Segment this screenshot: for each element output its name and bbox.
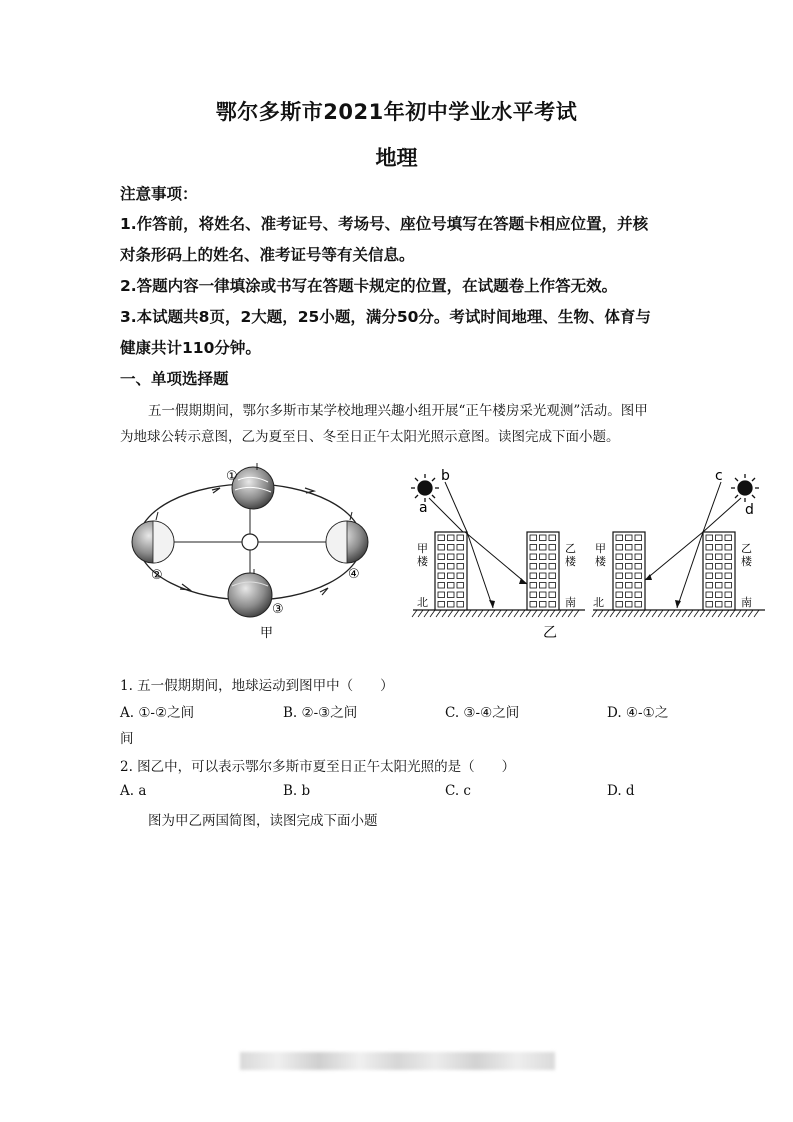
question-2-option-c: C. c bbox=[445, 783, 471, 799]
position-label-2: ② bbox=[151, 568, 163, 583]
ray-label-b: b bbox=[441, 468, 450, 484]
ray-label-d: d bbox=[745, 502, 754, 518]
notice-heading: 注意事项： bbox=[120, 185, 198, 203]
question-2-option-a: A. a bbox=[120, 783, 147, 799]
north-label-right: 北 bbox=[593, 596, 604, 609]
position-label-4: ④ bbox=[348, 567, 360, 582]
jia-building-label-right: 甲楼 bbox=[595, 542, 606, 568]
position-label-3: ③ bbox=[272, 602, 284, 617]
question-2-option-d: D. d bbox=[607, 783, 635, 799]
question-1-option-d: D. ④-①之 bbox=[607, 705, 669, 721]
sun-left-icon bbox=[411, 474, 439, 502]
position-label-1: ① bbox=[226, 469, 238, 484]
exam-title: 鄂尔多斯市2021年初中学业水平考试 bbox=[215, 100, 578, 124]
globe-position-4 bbox=[326, 512, 368, 563]
jia-building-label-left: 甲楼 bbox=[417, 542, 428, 568]
yi-building-label-right: 乙楼 bbox=[741, 542, 752, 568]
ray-label-c: c bbox=[715, 468, 723, 484]
question-1-option-b: B. ②-③之间 bbox=[283, 705, 358, 721]
section-intro-line-1: 五一假期期间，鄂尔多斯市某学校地理兴趣小组开展“正午楼房采光观测”活动。图甲 bbox=[148, 403, 648, 419]
section-heading: 一、单项选择题 bbox=[120, 370, 229, 388]
notice-item-1-line-1: 1.作答前，将姓名、准考证号、考场号、座位号填写在答题卡相应位置，并核 bbox=[120, 215, 649, 233]
question-2-option-b: B. b bbox=[283, 783, 311, 799]
next-intro: 图为甲乙两国简图，读图完成下面小题 bbox=[148, 813, 378, 829]
question-1-option-a: A. ①-②之间 bbox=[120, 705, 195, 721]
notice-item-1-line-2: 对条形码上的姓名、准考证号等有关信息。 bbox=[120, 246, 415, 264]
question-1-option-d-wrap: 间 bbox=[120, 731, 134, 747]
section-intro-line-2: 为地球公转示意图，乙为夏至日、冬至日正午太阳光照示意图。读图完成下面小题。 bbox=[120, 429, 620, 445]
figure-yi-caption: 乙 bbox=[543, 625, 557, 641]
sun-right-icon bbox=[731, 474, 759, 502]
globe-position-1 bbox=[232, 463, 274, 509]
blurred-footer-watermark bbox=[240, 1052, 555, 1070]
south-label-left: 南 bbox=[565, 596, 576, 609]
subject-title: 地理 bbox=[375, 146, 418, 170]
yi-building-label-left: 乙楼 bbox=[565, 542, 576, 568]
south-label-right: 南 bbox=[741, 596, 752, 609]
ray-label-a: a bbox=[419, 500, 428, 516]
figure-noon-sunlight bbox=[405, 460, 770, 645]
notice-item-2: 2.答题内容一律填涂或书写在答题卡规定的位置，在试题卷上作答无效。 bbox=[120, 277, 618, 295]
notice-item-3-line-2: 健康共计110分钟。 bbox=[120, 339, 261, 357]
figure-jia-caption: 甲 bbox=[260, 626, 274, 641]
question-1-option-c: C. ③-④之间 bbox=[445, 705, 520, 721]
question-1-stem: 1. 五一假期期间，地球运动到图甲中（ ） bbox=[120, 678, 394, 694]
north-label-left: 北 bbox=[417, 596, 428, 609]
globe-position-2 bbox=[132, 512, 174, 563]
figure-earth-revolution bbox=[120, 460, 380, 645]
question-2-stem: 2. 图乙中，可以表示鄂尔多斯市夏至日正午太阳光照的是（ ） bbox=[120, 759, 516, 775]
notice-item-3-line-1: 3.本试题共8页，2大题，25小题，满分50分。考试时间地理、生物、体育与 bbox=[120, 308, 651, 326]
globe-position-3 bbox=[228, 569, 272, 617]
